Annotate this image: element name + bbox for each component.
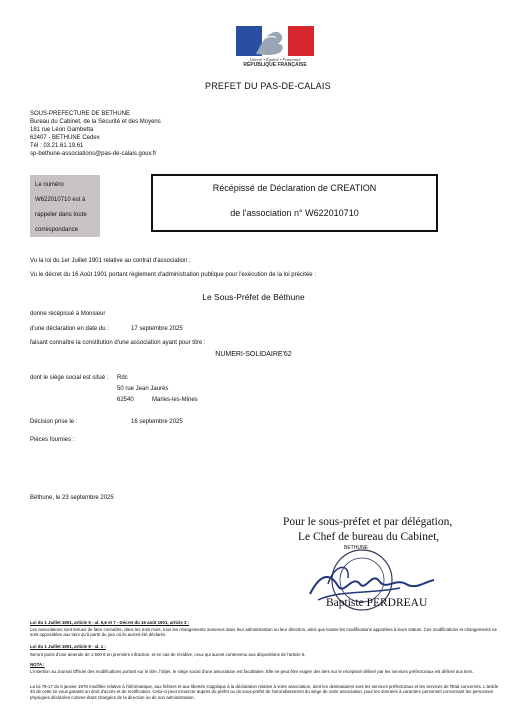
signature-role: Le Chef de bureau du Cabinet, <box>298 531 440 543</box>
signature-delegation: Pour le sous-préfet et par délégation, <box>283 516 453 528</box>
siege-postcode: 62540 <box>117 397 134 403</box>
faisant-text: faisant connaître la constitution d'une association ayant pour titre : <box>30 340 206 346</box>
page-title: PREFET DU PAS-DE-CALAIS <box>205 81 331 91</box>
receipt-title-box <box>151 174 438 232</box>
siege-line: 50 rue Jean Jaurès <box>117 386 169 392</box>
footer-text-1: Les associations sont tenues de faire connaître, dans les trois mois, tous les changements survenus dans leur administration ou leur direction, ainsi que toutes les modifications apportées à leurs statuts. Ces modifications et changements ne sont opposables aux tiers qu'à partir du jour où ils auront été déclarés. <box>30 627 497 638</box>
reference-box <box>30 175 100 237</box>
siege-city: Marles-les-Mines <box>152 397 198 403</box>
reference-line: rappeler dans toute <box>35 212 87 218</box>
office-line: 181 rue Léon Gambetta <box>30 127 94 133</box>
association-title: NUMERI-SOLIDAIRE'62 <box>215 351 292 358</box>
place-date: Béthune, le 23 septembre 2025 <box>30 495 114 501</box>
decision-label: Décision prise le : <box>30 419 78 425</box>
marianne-logo-icon <box>236 26 314 56</box>
footer-ref-1: Loi du 1 Juillet 1901, article 5 - al. 5,6 et 7 - Décret du 16 août 1901, article 3 : <box>30 620 190 625</box>
stamp-text: BETHUNE <box>344 545 368 551</box>
office-email: sp-bethune-associations@pas-de-calais.gouv.fr <box>30 151 157 157</box>
reference-line: correspondance <box>35 227 79 233</box>
footer-ref-2: Loi du 1 Juillet 1901, article 8 - al. 1 : <box>30 644 106 649</box>
footer-note-2: La loi 78-17 du 6 janvier 1978 modifiée relative à l'informatique, aux fichiers et aux libertés s'applique à la déclaration relative à votre association, dont les destinataires sont les services préfectoraux et les services de l'Etat concernés. L'article 40 de cette loi vous garantit un droit d'accès et de rectification. Celui-ci peut s'exercer auprès du préfet ou du sous-préfet de l'arrondissement du siège de votre association, pour les données à caractère personnel concernant les personnes physiques déclarées comme étant chargées de la direction ou de son administration. <box>30 684 499 700</box>
office-line: Bureau du Cabinet, de la Sécurité et des Moyens <box>30 119 161 125</box>
pieces-label: Pièces fournies : <box>30 437 75 443</box>
receipt-title-line1: Récépissé de Déclaration de CREATION <box>212 183 377 193</box>
republique-francaise-logo <box>236 26 314 76</box>
motto-text: Liberté • Égalité • Fraternité <box>249 57 301 62</box>
reference-line: Le numéro <box>35 182 64 188</box>
office-line: 62407 - BETHUNE Cedex <box>30 135 100 141</box>
receipt-title-line2: de l'association n° W622010710 <box>230 208 359 218</box>
office-line: SOUS-PREFECTURE DE BETHUNE <box>30 111 131 117</box>
siege-label: dont le siège social est situé : <box>30 375 109 381</box>
siege-line: Rdc <box>117 375 128 381</box>
declaration-date: 17 septembre 2025 <box>131 326 183 332</box>
footer-notes-label: NOTA : <box>30 662 45 667</box>
signatory-name: Baptiste PERDREAU <box>326 597 428 609</box>
legal-vu-2: Vu le décret du 16 Août 1901 portant règlement d'administration publique pour l'exécution de la loi précitée : <box>30 272 316 278</box>
declaration-label: d'une déclaration en date du : <box>30 326 109 332</box>
republique-text: RÉPUBLIQUE FRANÇAISE <box>243 62 307 68</box>
decision-date: 16 septembre 2025 <box>131 419 183 425</box>
office-line: Tél : 03.21.61.19.61 <box>30 143 84 149</box>
authority-title: Le Sous-Préfet de Béthune <box>202 292 305 302</box>
donne-text: donne récépissé à Monsieur <box>30 311 106 317</box>
legal-vu-1: Vu la loi du 1er Juillet 1901 relative au contrat d'association ; <box>30 258 191 264</box>
reference-line: W622010710 est à <box>35 197 86 203</box>
footer-note-1: L'insertion au Journal Officiel des modifications portant sur le titre, l'objet, le siège social d'une association est facultative. Elle ne peut être exigée des tiers sur le récépissé délivré par les services préfectoraux est délivré aux tiers. <box>30 669 474 674</box>
office-address <box>30 110 250 158</box>
footer-text-2: Seront punis d'une amende de 1 500 € en première infraction, et en cas de récidive, ceux qui auront contrevenu aux dispositions de l'article 5. <box>30 652 306 657</box>
